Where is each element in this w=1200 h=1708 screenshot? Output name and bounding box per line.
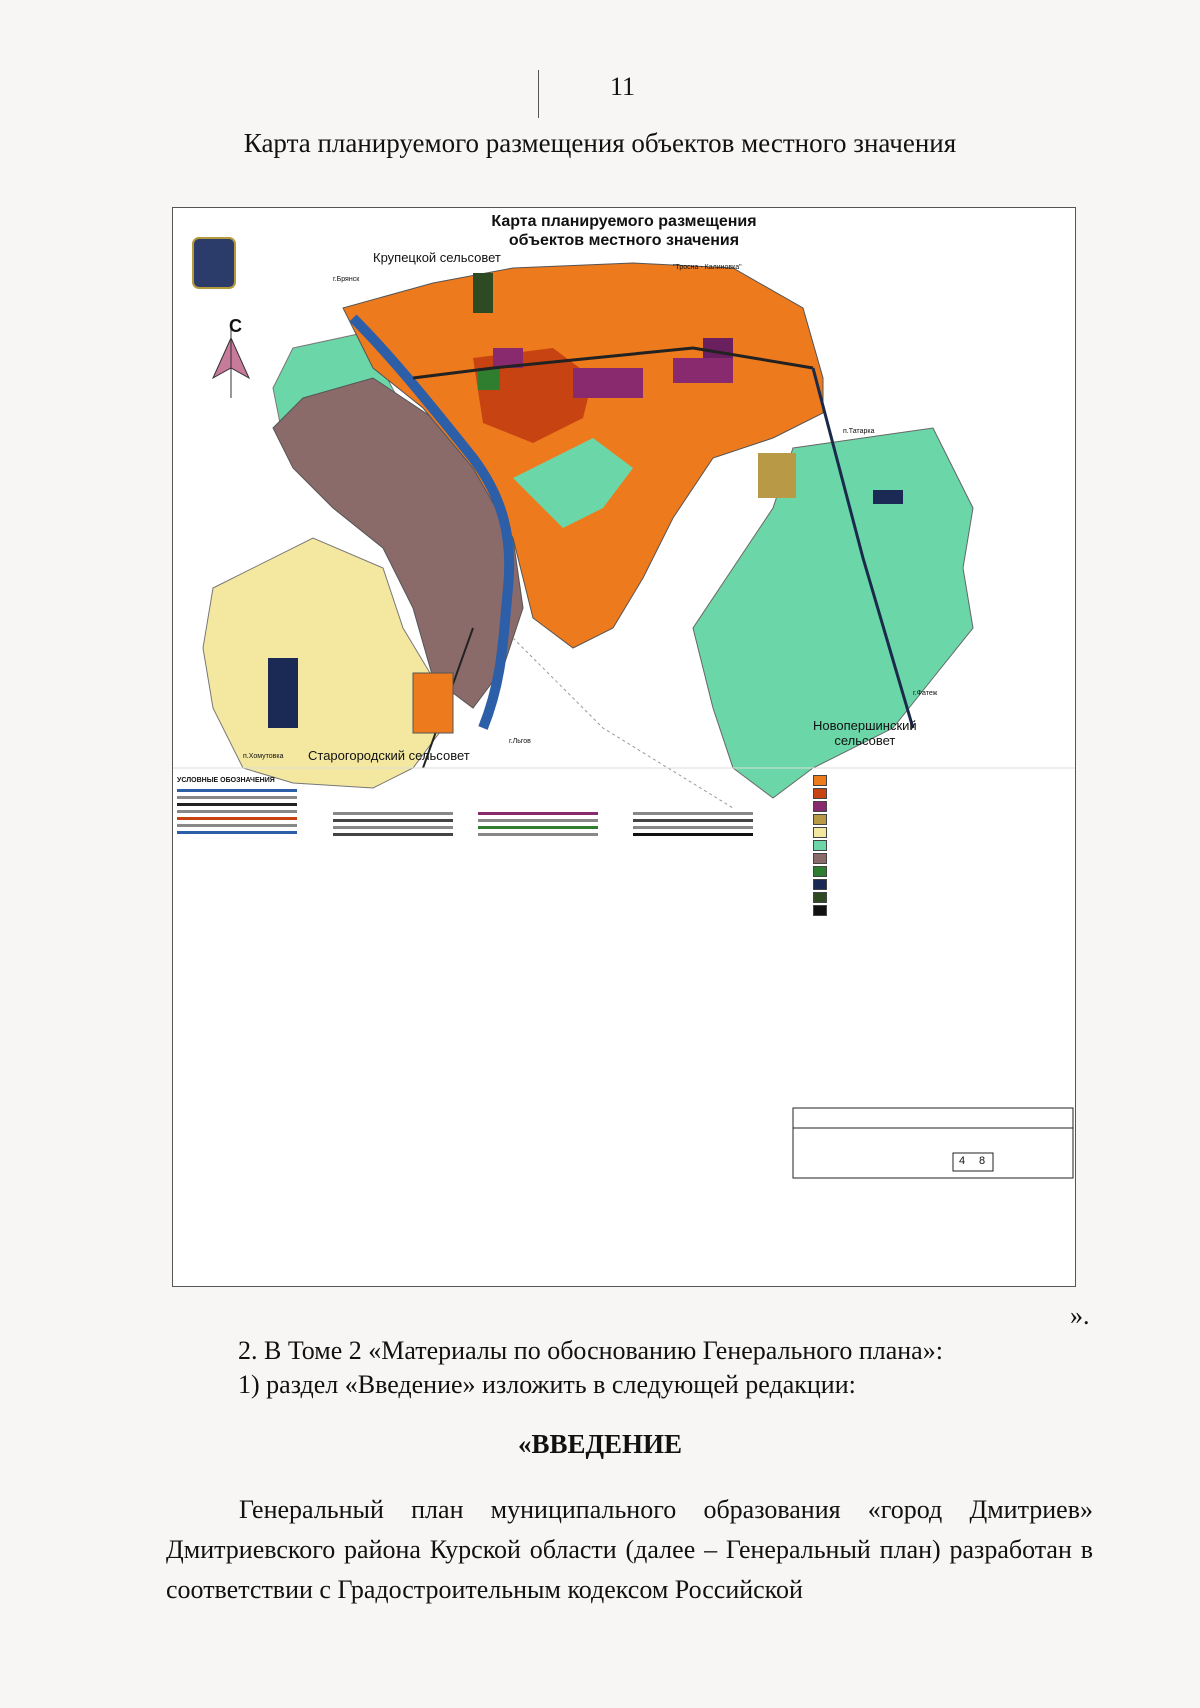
map-heading-line1: Карта планируемого размещения	[491, 213, 757, 230]
legend-swatch-row	[813, 813, 993, 826]
page-title: Карта планируемого размещения объектов местного значения	[243, 128, 957, 158]
legend-column-1	[177, 774, 327, 838]
legend-swatch-row	[813, 826, 993, 839]
stamp-sheet-total: 8	[979, 1155, 986, 1167]
page-number: 11	[610, 72, 636, 101]
stamp-sheet-number: 4	[959, 1155, 966, 1167]
legend-swatch	[813, 788, 827, 799]
item-2-1: 1) раздел «Введение» изложить в следующей редакции:	[238, 1370, 856, 1399]
legend-column-5	[813, 774, 993, 917]
orange-plot	[413, 673, 453, 733]
legend-swatch	[813, 905, 827, 916]
map-heading-line2: объектов местного значения	[508, 232, 740, 249]
label-lgov: г.Льгов	[509, 738, 531, 745]
legend-line	[478, 833, 598, 836]
legend-swatch-row	[813, 852, 993, 865]
legend-swatch	[813, 840, 827, 851]
legend-swatch-row	[813, 774, 993, 787]
section-heading: «ВВЕДЕНИЕ	[517, 1429, 683, 1459]
legend-swatch	[813, 853, 827, 864]
legend-swatch	[813, 827, 827, 838]
legend-line	[478, 819, 598, 822]
label-tatarka: п.Татарка	[843, 428, 875, 435]
title-stamp	[793, 1108, 1073, 1178]
label-novopershino-line2: сельсовет	[834, 733, 896, 748]
label-novopershino	[813, 718, 917, 748]
forest-block	[473, 273, 493, 313]
navy-block-2	[873, 490, 903, 504]
legend-line	[478, 812, 598, 815]
legend-swatch	[813, 814, 827, 825]
legend-line	[177, 810, 297, 813]
legend-swatch-row	[813, 865, 993, 878]
label-starogorod: Старогородский сельсовет	[308, 748, 470, 763]
north-label: С	[229, 316, 242, 336]
olive-plot	[758, 453, 796, 498]
closing-quote: ».	[1070, 1301, 1090, 1330]
boundary	[513, 638, 733, 808]
map-graphic	[173, 208, 1075, 1286]
legend-swatch-row	[813, 787, 993, 800]
label-bryansk: г.Брянск	[333, 276, 360, 283]
legend-line	[177, 831, 297, 834]
legend-swatch-row	[813, 904, 993, 917]
legend-title: УСЛОВНЫЕ ОБОЗНАЧЕНИЯ	[177, 777, 275, 784]
legend-swatch	[813, 866, 827, 877]
legend-swatch-row	[813, 878, 993, 891]
legend-swatch-row	[813, 891, 993, 904]
legend-line	[177, 824, 297, 827]
label-krupets: Крупецкой сельсовет	[373, 250, 501, 265]
planning-map	[172, 207, 1076, 1287]
legend-line	[177, 789, 297, 792]
legend-line	[333, 826, 453, 829]
legend-line	[333, 833, 453, 836]
legend-swatch	[813, 775, 827, 786]
legend-column-4	[633, 808, 783, 840]
public-block-2	[573, 368, 643, 398]
body-paragraph: Генеральный план муниципального образования «город Дмитриев» Дмитриевского района Курской области (далее – Генеральный план) разработан в соответствии с Градостроительным кодексом Российской	[166, 1495, 1093, 1604]
legend-swatch	[813, 892, 827, 903]
public-block-3	[673, 358, 733, 383]
park-block	[478, 368, 500, 390]
legend-column-3	[478, 808, 618, 840]
legend-line	[177, 796, 297, 799]
label-khomutovka: п.Хомутовка	[243, 753, 284, 760]
legend-column-2	[333, 808, 473, 840]
label-trosna: "Тросна - Калиновка"	[673, 264, 742, 271]
legend-line	[177, 803, 297, 806]
label-fatezh: г.Фатеж	[913, 690, 938, 697]
legend-swatch	[813, 879, 827, 890]
legend-line	[333, 819, 453, 822]
legend-line	[333, 812, 453, 815]
legend-swatch-row	[813, 839, 993, 852]
legend-line	[633, 833, 753, 836]
map-heading	[173, 212, 1075, 250]
navy-block-1	[268, 658, 298, 728]
item-2: 2. В Томе 2 «Материалы по обоснованию Генерального плана»:	[238, 1336, 943, 1365]
legend-line	[633, 812, 753, 815]
legend-swatch	[813, 801, 827, 812]
legend-line	[633, 826, 753, 829]
label-novopershino-line1: Новопершинский	[813, 718, 917, 733]
legend-line	[177, 817, 297, 820]
header-rule	[538, 70, 539, 118]
legend-swatch-row	[813, 800, 993, 813]
legend-line	[633, 819, 753, 822]
legend-line	[478, 826, 598, 829]
